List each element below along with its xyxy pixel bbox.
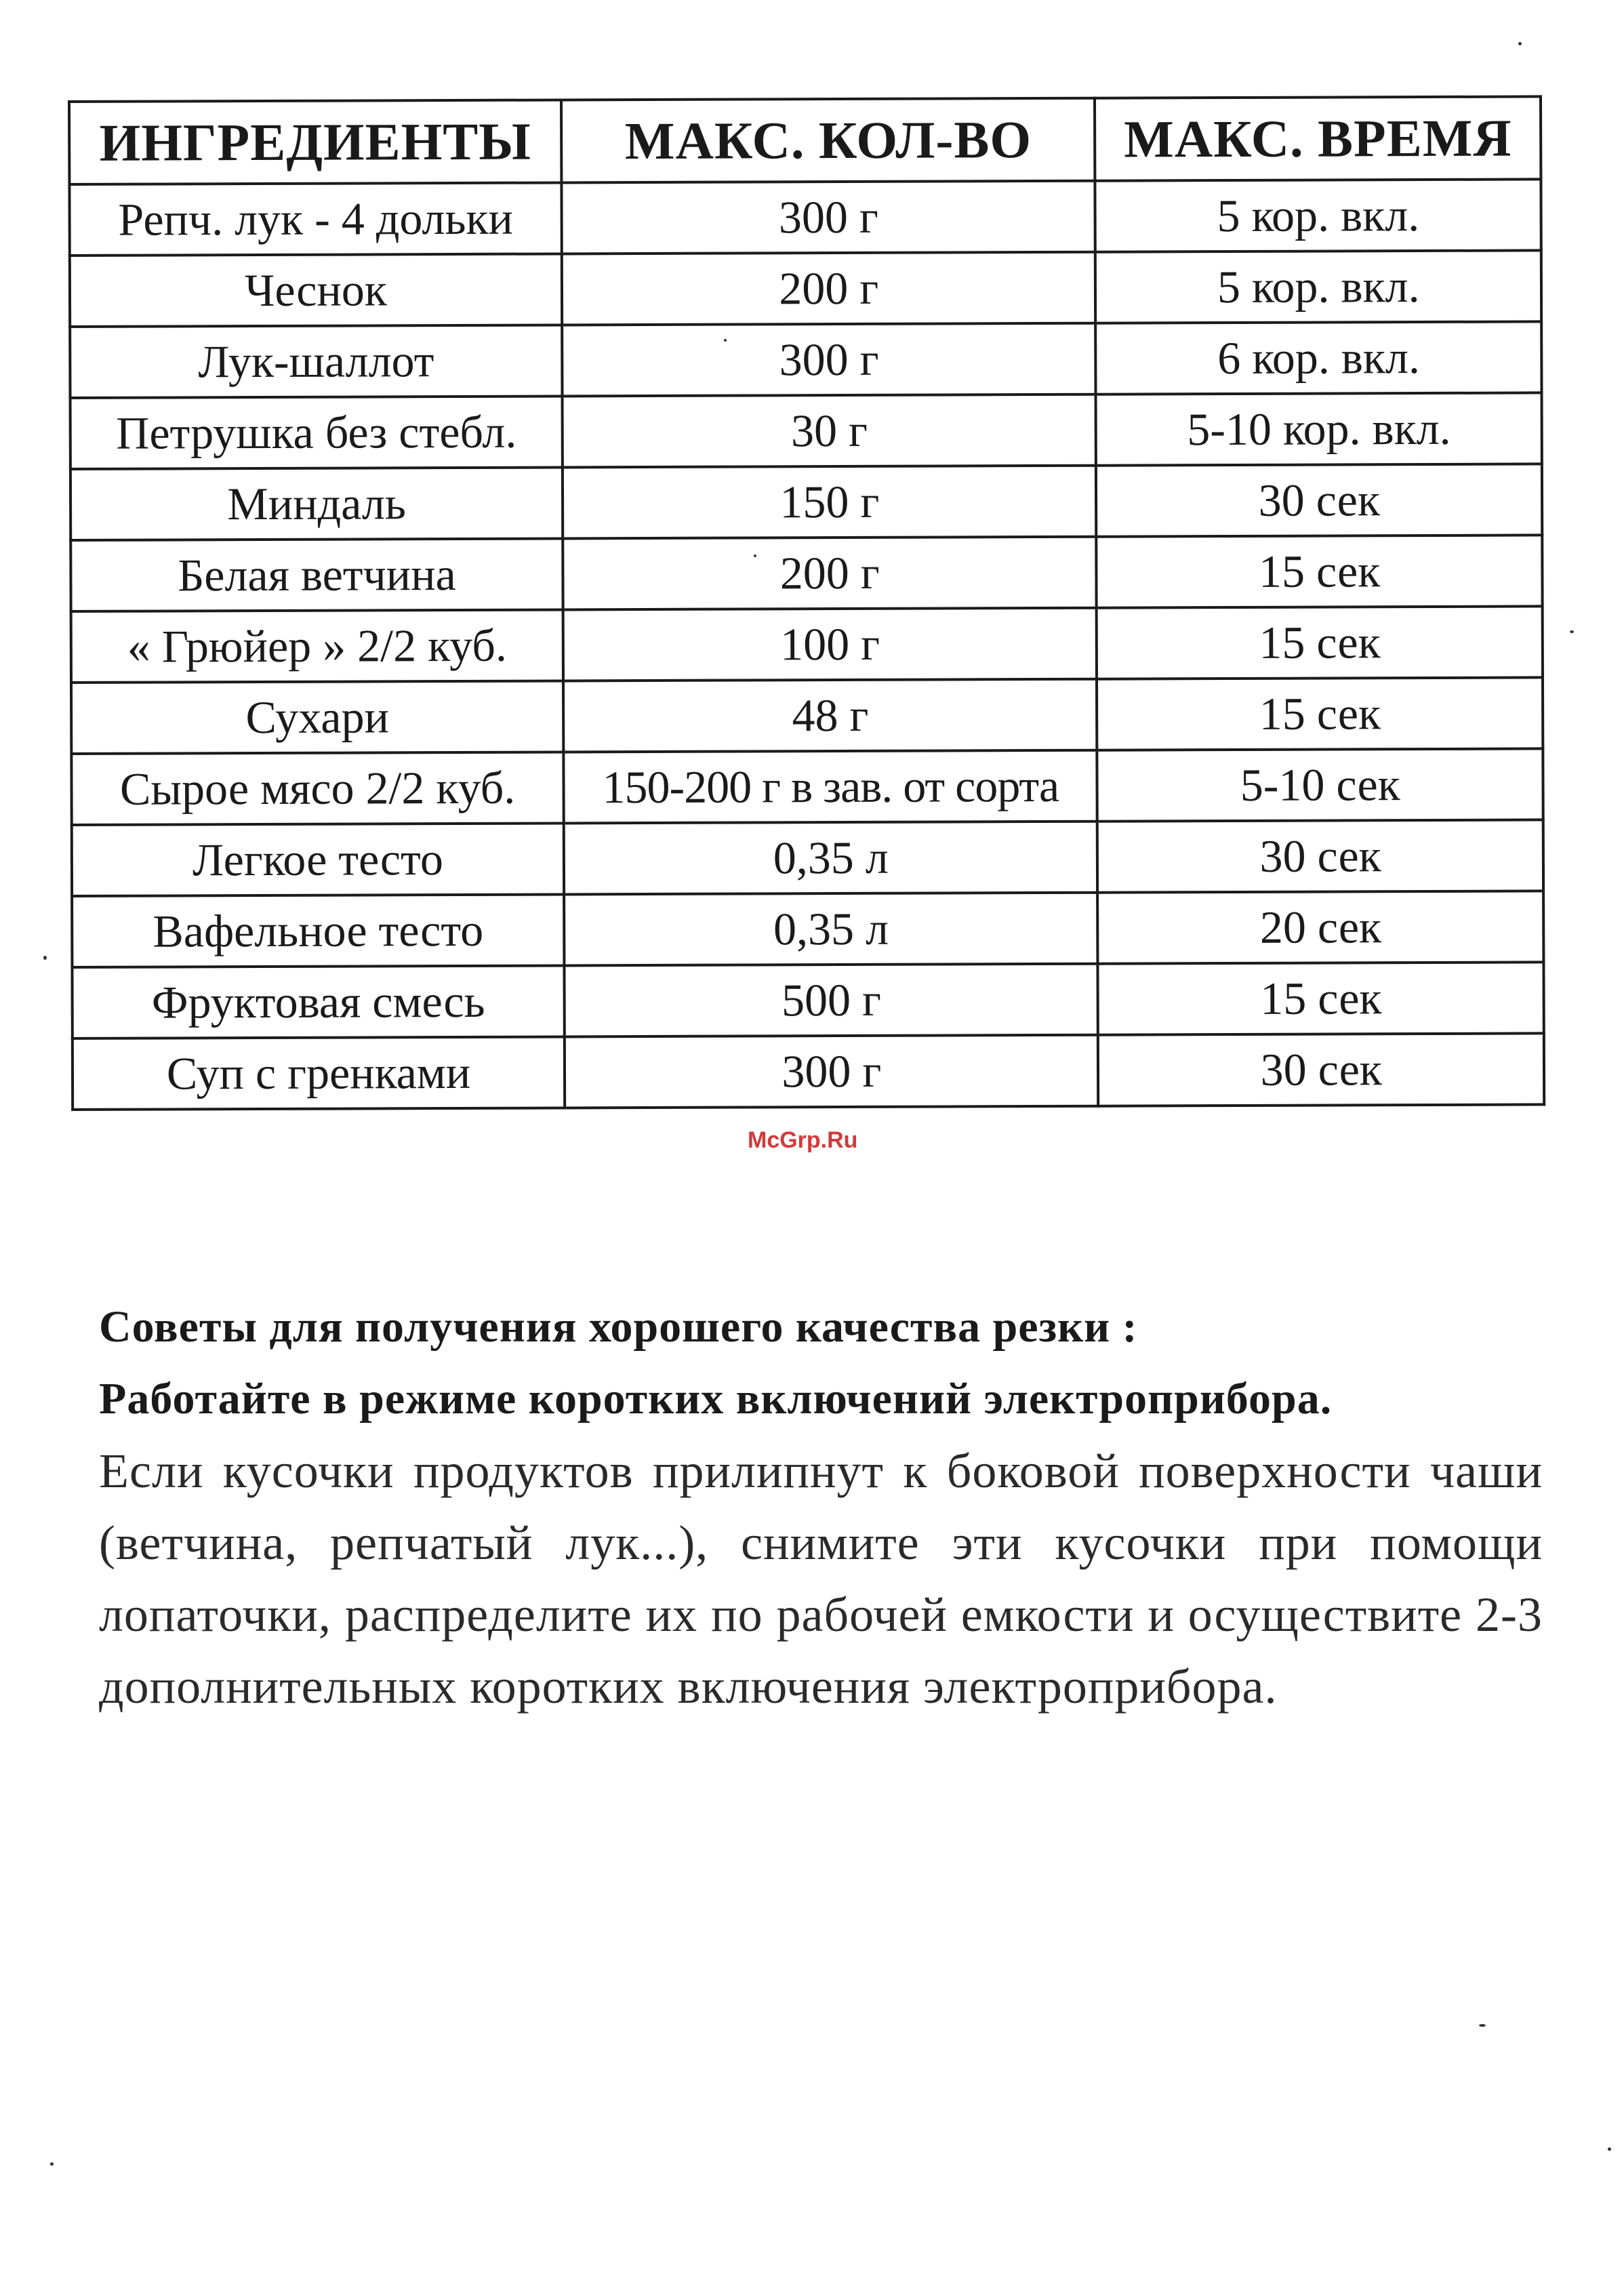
table-row: [69, 179, 1541, 256]
scan-speck: [1570, 630, 1574, 633]
time-cell: 6 кор. вкл.: [1096, 321, 1542, 394]
quantity-cell: 300 г: [562, 323, 1096, 397]
ingredient-cell: Лук-шаллот: [70, 325, 562, 398]
time-cell: 5 кор. вкл.: [1095, 179, 1541, 251]
quantity-cell: 150 г: [563, 466, 1097, 539]
tips-body: Если кусочки продуктов прилипнут к боковой поверхности чаши (ветчина, репчатый лук...), снимите эти кусочки при помощи лопаточки, распределите их по рабочей емкости и осуществите 2-3 дополнительных коротких включения электроприбора.: [99, 1444, 1543, 1714]
ingredient-cell: Сырое мясо 2/2 куб.: [71, 752, 563, 825]
time-cell: 30 сек: [1096, 464, 1542, 536]
ingredients-table: [68, 95, 1545, 1111]
time-cell: 5-10 сек: [1097, 748, 1543, 821]
scan-speck: [1479, 2024, 1486, 2027]
table-row: [70, 321, 1541, 398]
time-cell: 15 сек: [1097, 535, 1543, 607]
time-cell: 15 сек: [1098, 962, 1544, 1034]
table-header-row: [69, 96, 1541, 184]
quantity-cell: 500 г: [565, 964, 1099, 1037]
tips-section: [99, 1291, 1543, 1722]
ingredient-cell: « Грюйер » 2/2 куб.: [71, 609, 563, 683]
ingredient-cell: Вафельное тесто: [72, 894, 564, 967]
table-row: [70, 535, 1542, 611]
table-row: [70, 392, 1542, 469]
watermark-link[interactable]: McGrp.Ru: [748, 1127, 858, 1153]
header-max-time: МАКС. ВРЕМЯ: [1095, 96, 1541, 180]
ingredient-cell: Петрушка без стебл.: [70, 396, 563, 469]
time-cell: 5-10 кор. вкл.: [1096, 392, 1542, 465]
quantity-cell: 150-200 г в зав. от сорта: [563, 750, 1097, 824]
scan-speck: [1518, 42, 1522, 45]
ingredient-cell: Легкое тесто: [72, 823, 564, 896]
quantity-cell: 0,35 л: [564, 893, 1098, 966]
time-cell: 15 сек: [1097, 606, 1543, 679]
scan-speck: [754, 554, 756, 557]
time-cell: 15 сек: [1097, 677, 1543, 750]
ingredient-cell: Чеснок: [70, 254, 562, 327]
table-row: [71, 677, 1543, 754]
ingredient-cell: Суп с гренками: [73, 1036, 565, 1110]
ingredient-cell: Миндаль: [70, 467, 563, 540]
quantity-cell: 200 г: [563, 537, 1097, 610]
quantity-cell: 300 г: [562, 181, 1096, 254]
header-ingredients: ИНГРЕДИЕНТЫ: [69, 100, 562, 184]
quantity-cell: 100 г: [563, 608, 1097, 681]
time-cell: 30 сек: [1097, 820, 1543, 892]
tips-heading: Советы для получения хорошего качества резки :: [99, 1302, 1138, 1352]
table-row: [72, 820, 1543, 896]
table-row: [73, 1033, 1544, 1110]
time-cell: 30 сек: [1098, 1033, 1544, 1106]
quantity-cell: 30 г: [563, 395, 1097, 468]
quantity-cell: 0,35 л: [564, 822, 1098, 895]
tips-subheading: Работайте в режиме коротких включений электроприбора.: [99, 1374, 1333, 1423]
time-cell: 5 кор. вкл.: [1095, 250, 1541, 323]
scan-speck: [724, 339, 727, 342]
table-row: [71, 748, 1543, 825]
header-max-quantity: МАКС. КОЛ-ВО: [561, 98, 1095, 183]
table-row: [70, 464, 1542, 540]
quantity-cell: 200 г: [562, 252, 1096, 325]
ingredient-cell: Репч. лук - 4 дольки: [69, 182, 561, 256]
scan-speck: [43, 956, 47, 960]
ingredient-cell: Белая ветчина: [70, 538, 563, 611]
table-row: [70, 250, 1541, 327]
quantity-cell: 48 г: [563, 679, 1097, 752]
ingredient-cell: Сухари: [71, 681, 563, 754]
ingredient-cell: Фруктовая смесь: [72, 965, 564, 1038]
quantity-cell: 300 г: [565, 1035, 1099, 1108]
time-cell: 20 сек: [1098, 891, 1544, 963]
table-row: [72, 962, 1543, 1038]
scan-speck: [50, 2162, 54, 2166]
scan-speck: [1608, 2147, 1611, 2151]
table-row: [71, 606, 1543, 683]
table-row: [72, 891, 1543, 967]
